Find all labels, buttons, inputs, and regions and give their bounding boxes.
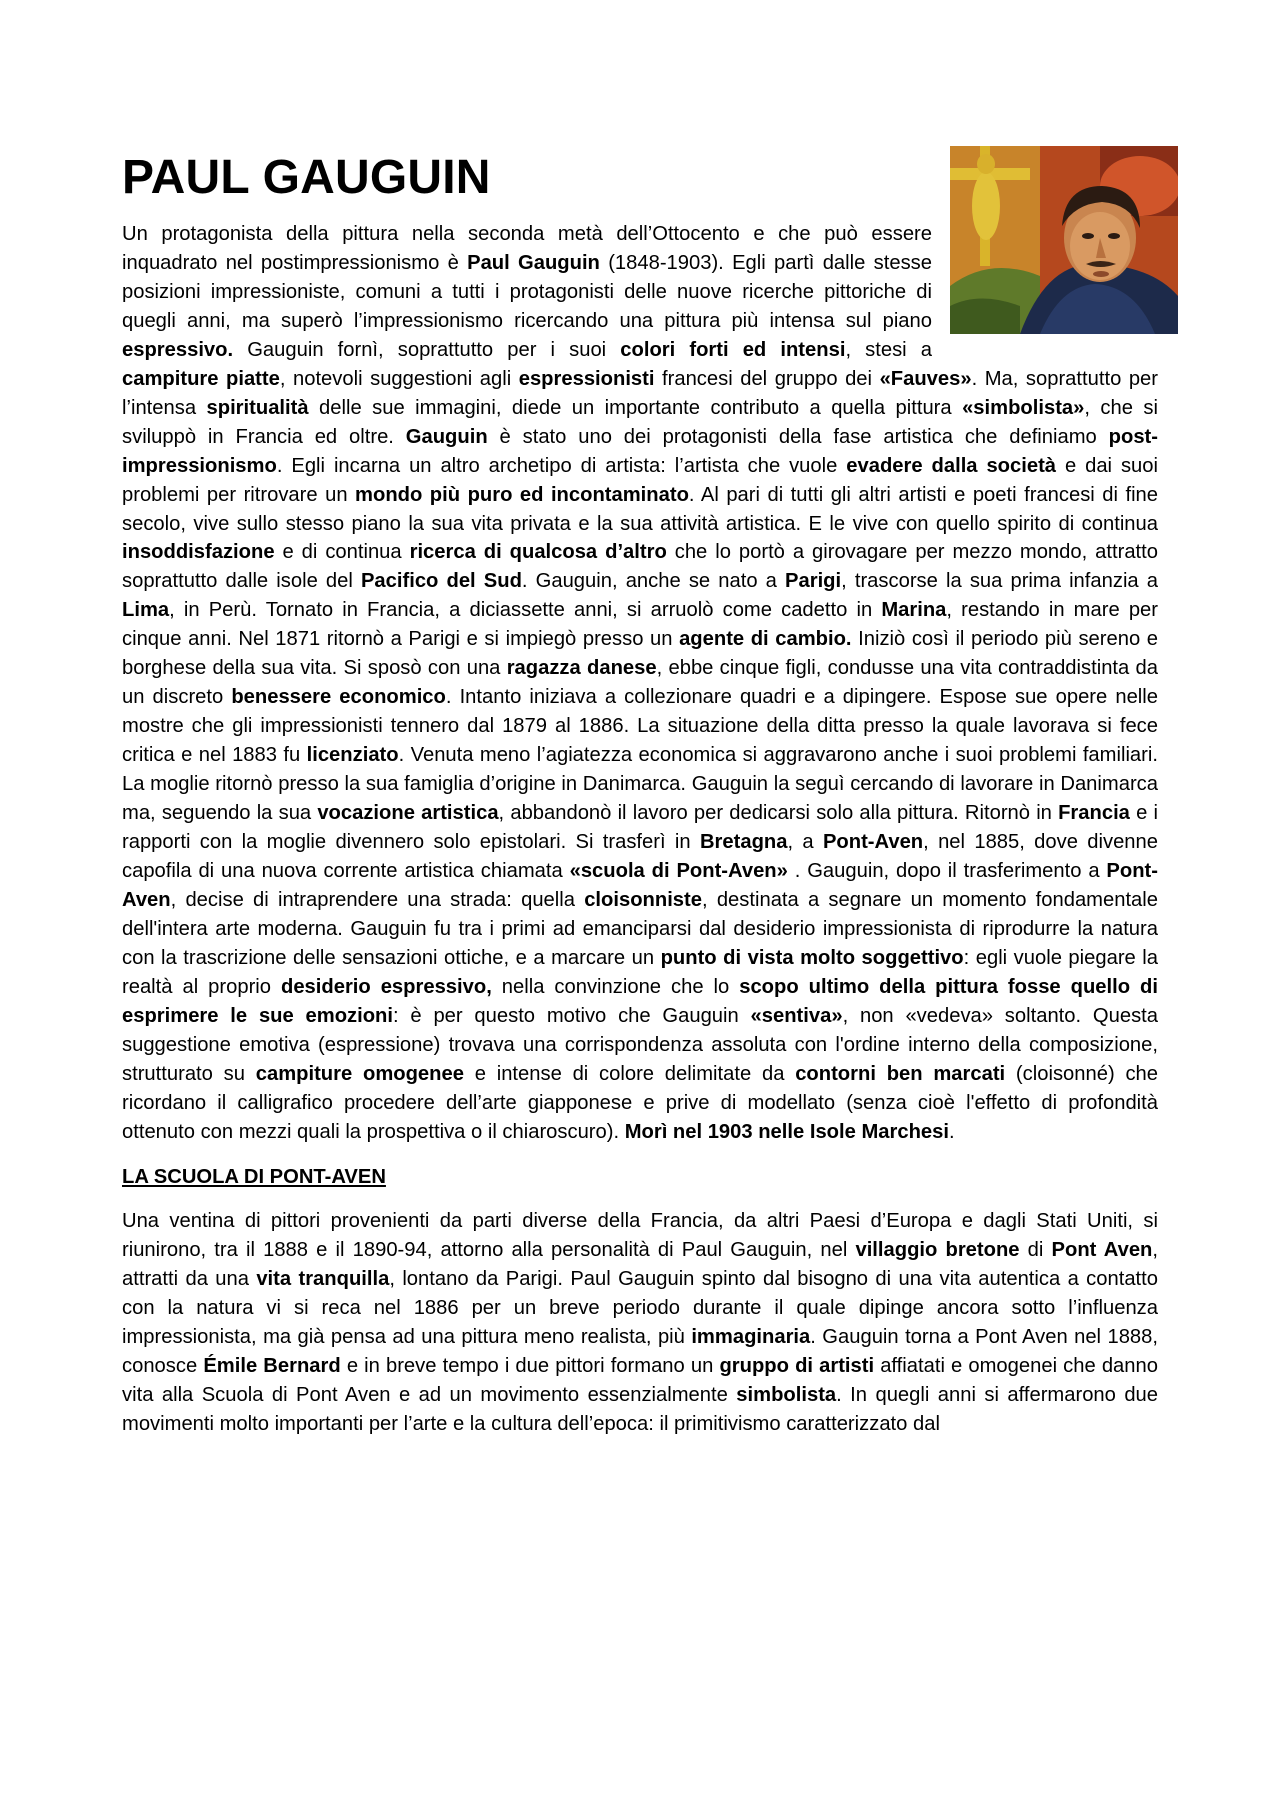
bold-term: simbolista [736,1384,837,1407]
bold-term: desiderio espressivo, [280,975,492,998]
bold-term: Morì nel 1903 nelle Isole Marchesi [624,1120,949,1143]
bold-term: espressionisti [518,367,655,390]
text-run: . Venuta meno l’agiatezza economica si aggravarono anche i suoi problemi familiari. La moglie ritornò presso la sua famiglia d’origine in Danimarca. Gauguin la seguì cercando di lavorare in Danimarca ma, seguendo la sua [122,744,1158,825]
bold-term: evadere dalla società [846,454,1057,477]
section-heading: LA SCUOLA DI PONT-AVEN [122,1165,386,1188]
bold-term: Francia [1058,802,1130,825]
text-run: , trascorse la sua prima infanzia a [841,570,1158,593]
text-run: e di continua [274,541,410,564]
text-run: (1848-1903). Egli partì dalle stesse posizioni impressioniste, comuni a tutti i protagonisti delle nuove ricerche pittoriche di quegli anni, ma superò l’impressionismo ricercando una pittura più intensa sul piano [122,251,932,332]
bold-term: ricerca di qualcosa d’altro [409,541,667,564]
bold-term: Gauguin [405,425,488,448]
bold-term: Pont-Aven [822,831,924,854]
text-run: . Gauguin, dopo il trasferimento a [787,859,1107,882]
portrait-painting-icon [950,146,1178,334]
text-run: , nel 1885, dove divenne capofila di una nuova corrente artistica chiamata [122,831,1158,882]
text-run: : è per questo motivo che Gauguin [393,1004,751,1027]
text-run: , ebbe cinque figli, condusse una vita contraddistinta da un discreto [122,657,1159,709]
bold-term: post-impressionismo [122,425,1158,477]
bold-term: Paul Gauguin [467,251,600,274]
bold-term: benessere economico [231,686,446,709]
text-run: e in breve tempo i due pittori formano un [340,1355,720,1378]
bold-italic-term: primitivismo [674,1413,781,1436]
bold-term: cloisonniste [584,888,702,911]
text-run: francesi del gruppo dei [654,367,880,390]
text-run: . [948,1120,955,1143]
bold-term: ragazza danese [506,657,657,680]
text-run: : egli vuole piegare la realtà al proprio [122,946,1158,998]
document-page [122,150,1158,1439]
bold-term: insoddisfazione [122,541,275,564]
text-run: affiatati e omogenei che danno vita alla Scuola di Pont Aven e ad un movimento essenzialmente [122,1355,1158,1407]
bold-term: immaginaria [691,1326,811,1349]
text-run: Gauguin fornì, soprattutto per i suoi [233,338,621,361]
bold-term: Pont Aven [1051,1239,1153,1262]
text-run: e dai suoi problemi per ritrovare un [122,454,1158,506]
paragraph-1 [122,220,1158,1147]
text-run: (cloisonné) che ricordano il calligrafico procedere dell’arte giapponese e prive di modellato (senza cioè l'effetto di profondità ottenuto con mezzi quali la prospettiva o il chiaroscuro). [122,1062,1158,1143]
text-run: Un protagonista della pittura nella seconda metà dell’Ottocento e che può essere inquadrato nel postimpressionismo è [122,223,932,274]
bold-term: espressivo. [122,338,234,361]
text-run: Una ventina di pittori provenienti da parti diverse della Francia, da altri Paesi d’Europa e dagli Stati Uniti, si riunirono, tra il 1888 e il 1890-94, attorno alla personalità di Paul Gauguin, nel [122,1210,1158,1262]
text-run: , lontano da Parigi. Paul Gauguin spinto dal bisogno di una vita autentica a contatto con la natura vi si reca nel 1886 per un breve periodo durante il quale dipinge ancora sotto l’influenza impressionista, ma già pensa ad una pittura meno realista, più [122,1268,1159,1349]
text-run: nella convinzione che lo [491,975,740,998]
bold-term: villaggio bretone [855,1239,1020,1262]
text-run: e i rapporti con la moglie divennero solo epistolari. Si trasferì in [122,802,1158,854]
bold-term: Pacifico del Sud [360,570,522,593]
bold-term: vita tranquilla [256,1268,390,1291]
text-run: . Intanto iniziava a collezionare quadri e a dipingere. Espose sue opere nelle mostre che gli impressionisti tennero dal 1879 al 1886. La situazione della ditta presso la quale lavorava si fece critica e nel 1883 fu [122,686,1158,767]
bold-term: «scuola di Pont-Aven» [569,859,788,882]
text-run: , abbandonò il lavoro per dedicarsi solo alla pittura. Ritornò in [498,802,1059,825]
bold-term: Pont-Aven [122,859,1158,911]
text-run: caratterizzato dal [780,1413,940,1436]
text-run: . Gauguin torna a Pont Aven nel 1888, conosce [122,1326,1158,1378]
text-run: delle sue immagini, diede un importante contributo a quella pittura [308,396,963,419]
bold-term: Marina [881,599,947,622]
text-run: , attratti da una [122,1239,1158,1291]
bold-term: licenziato [306,744,399,767]
bold-term: spiritualità [206,396,309,419]
text-run: Iniziò così il periodo più sereno e borghese della sua vita. Si sposò con una [122,628,1158,680]
bold-term: colori forti ed intensi [620,338,846,361]
text-run: . Ma, soprattutto per l’intensa [122,367,1159,419]
text-run: , notevoli suggestioni agli [279,367,519,390]
text-run: , destinata a segnare un momento fondamentale dell'intera arte moderna. Gauguin fu tra i primi ad emanciparsi dal desiderio impressionista di riprodurre la natura con la trascrizione delle sensazioni ottiche, e a marcare un [122,888,1158,969]
text-run: . Egli incarna un altro archetipo di artista: l’artista che vuole [276,454,847,477]
bold-term: mondo più puro ed incontaminato [355,483,689,506]
text-run: . Al pari di tutti gli altri artisti e poeti francesi di fine secolo, vive sullo stesso piano la sua vita privata e la sua attività artistica. E le vive con quello spirito di continua [122,483,1159,535]
bold-term: agente di cambio. [679,628,852,651]
page-title: PAUL GAUGUIN [122,151,491,204]
bold-term: contorni ben marcati [795,1062,1006,1085]
bold-term: «simbolista» [962,396,1085,419]
text-run: , non «vedeva» soltanto. Questa suggestione emotiva (espressione) trovava una corrispondenza assoluta con l'ordine interno della composizione, strutturato su [122,1004,1159,1085]
paragraph-2 [122,1207,1158,1439]
text-run: , decise di intraprendere una strada: quella [170,888,585,911]
text-run: , stesi a [845,338,932,361]
bold-term: punto di vista molto soggettivo [660,946,964,969]
text-run: , che si sviluppò in Francia ed oltre. [122,396,1158,448]
bold-term: scopo ultimo della pittura fosse quello di esprimere le sue emozioni [122,975,1158,1027]
bold-term: «sentiva» [750,1004,843,1027]
text-run: è stato uno dei protagonisti della fase artistica che definiamo [487,425,1109,448]
text-run: , in Perù. Tornato in Francia, a diciassette anni, si arruolò come cadetto in [169,599,882,622]
text-run: , restando in mare per cinque anni. Nel 1871 ritornò a Parigi e si impiegò presso un [122,599,1158,651]
bold-term: Bretagna [699,831,788,854]
text-run: . In quegli anni si affermarono due movimenti molto importanti per l’arte e la cultura dell’epoca: il [122,1384,1158,1436]
text-run: che lo portò a girovagare per mezzo mondo, attratto soprattutto dalle isole del [122,541,1158,593]
bold-term: Lima [122,599,170,622]
bold-term: gruppo di artisti [719,1355,875,1378]
text-run: . Gauguin, anche se nato a [521,570,786,593]
bold-term: Émile Bernard [203,1355,341,1378]
text-run: di [1019,1239,1052,1262]
text-run: e intense di colore delimitate da [463,1062,796,1085]
bold-term: Parigi [785,570,842,593]
text-run: , a [787,831,823,854]
bold-term: campiture piatte [122,367,280,390]
bold-term: vocazione artistica [317,802,499,825]
bold-term: campiture omogenee [255,1062,464,1085]
portrait-image [950,146,1178,334]
bold-term: «Fauves» [879,367,972,390]
